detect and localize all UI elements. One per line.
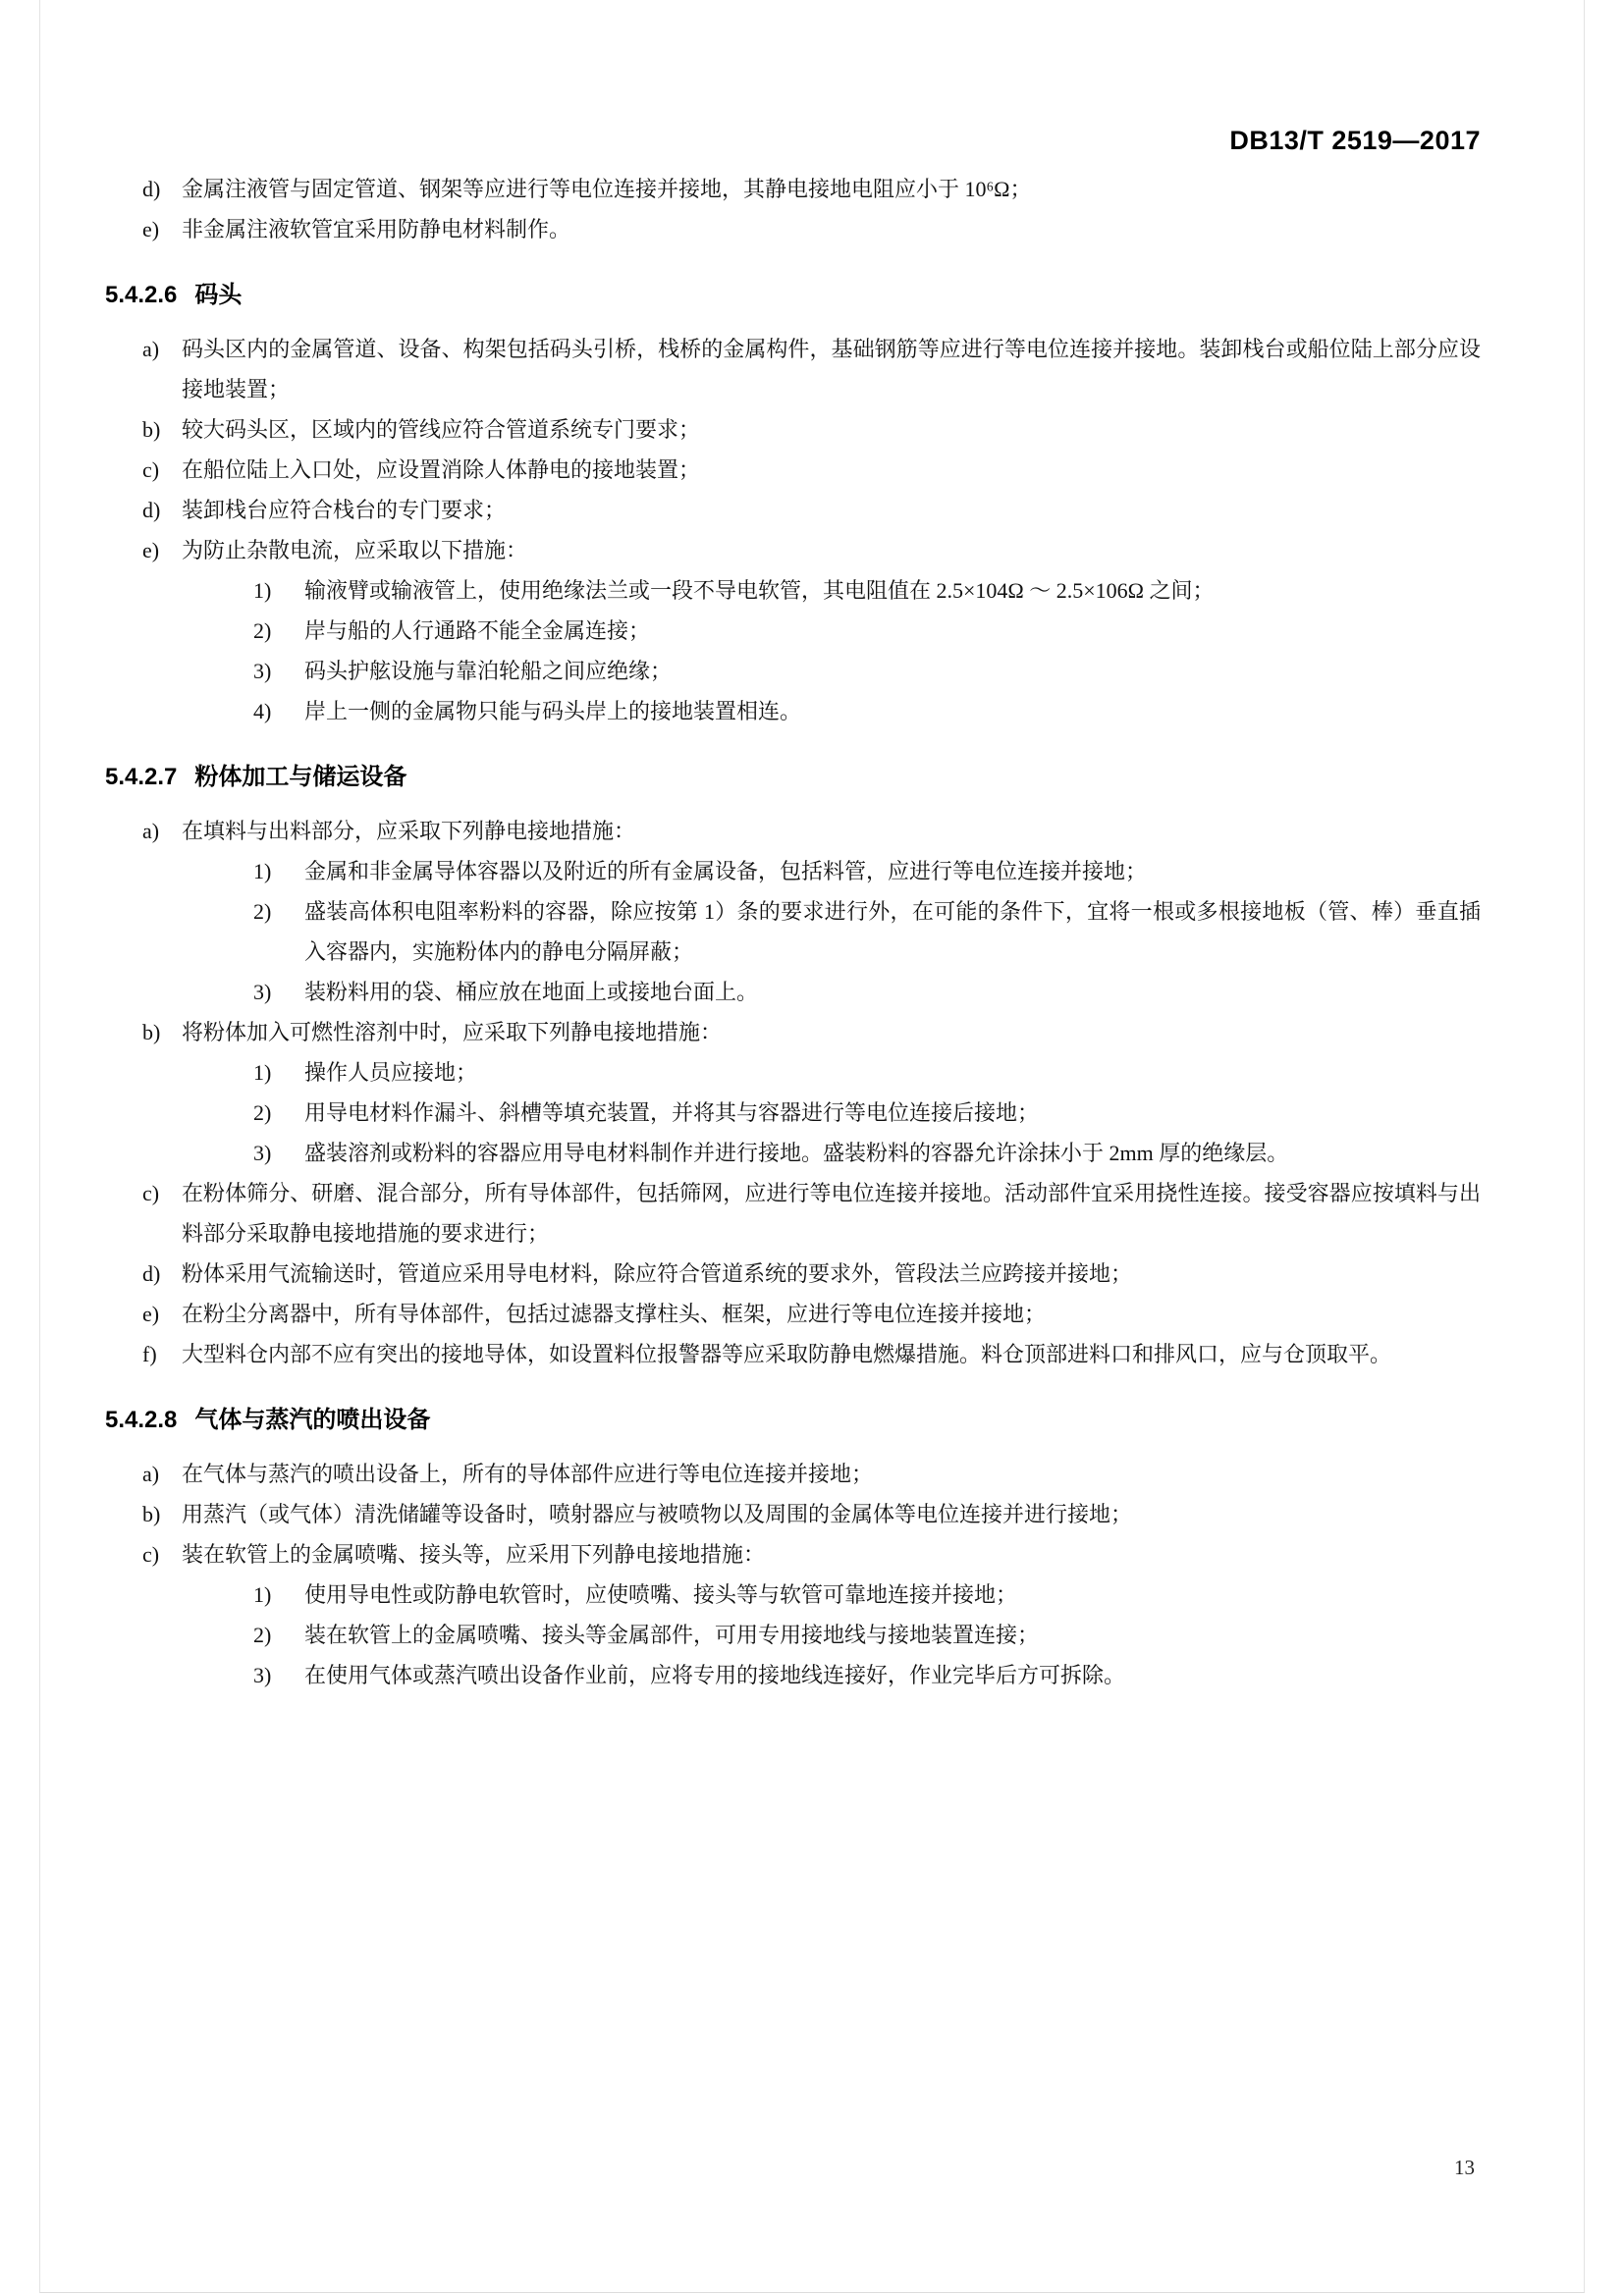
sub-list-item (105, 972, 1481, 1012)
list-item-label: a) (142, 1462, 160, 1486)
list-item (105, 811, 1481, 851)
list-item-label: b) (142, 1020, 161, 1044)
list-item (105, 1334, 1481, 1374)
document-body (105, 169, 1481, 1695)
list-item (105, 530, 1481, 570)
list-item (105, 490, 1481, 530)
sub-list-item-text: 装在软管上的金属喷嘴、接头等金属部件，可用专用接地线与接地装置连接； (304, 1623, 1040, 1647)
sub-list-item-label: 1) (253, 1060, 272, 1085)
sub-list-item-text: 装粉料用的袋、桶应放在地面上或接地台面上。 (304, 980, 759, 1004)
sub-list-item-text: 输液臂或输液管上，使用绝缘法兰或一段不导电软管，其电阻值在 2.5×104Ω ～ 2.5×106Ω 之间； (304, 578, 1215, 603)
list-item-label: a) (142, 337, 160, 361)
sub-list-item (105, 1093, 1481, 1133)
list-item-text: 装在软管上的金属喷嘴、接头等，应采用下列静电接地措施： (182, 1542, 766, 1567)
list-item-text: 粉体采用气流输送时，管道应采用导电材料，除应符合管道系统的要求外，管段法兰应跨接并接地； (182, 1261, 1133, 1286)
sub-list-item (105, 691, 1481, 731)
sub-list-item-text: 码头护舷设施与靠泊轮船之间应绝缘； (304, 659, 673, 683)
list-item (105, 1012, 1481, 1052)
sub-list-item-label: 4) (253, 699, 272, 723)
sub-list-item-label: 2) (253, 618, 272, 643)
sub-list-item-label: 3) (253, 1663, 272, 1687)
sub-list-item (105, 1133, 1481, 1173)
list-item (105, 329, 1481, 409)
sub-list-item-label: 2) (253, 1100, 272, 1125)
sub-list-item (105, 1575, 1481, 1615)
list-item (105, 450, 1481, 490)
sub-list-item (105, 651, 1481, 691)
list-item-label: c) (142, 1542, 160, 1567)
sub-list-item-label: 1) (253, 1582, 272, 1607)
list-item-label: d) (142, 1261, 161, 1286)
sub-list-item-label: 3) (253, 980, 272, 1004)
sub-list-item-text: 用导电材料作漏斗、斜槽等填充装置，并将其与容器进行等电位连接后接地； (304, 1100, 1040, 1125)
list-item-label: c) (142, 1181, 160, 1205)
list-item-text: 在粉体筛分、研磨、混合部分，所有导体部件，包括筛网，应进行等电位连接并接地。活动部件宜采用挠性连接。接受容器应按填料与出料部分采取静电接地措施的要求进行； (182, 1181, 1481, 1246)
list-item-text: 用蒸汽（或气体）清洗储罐等设备时，喷射器应与被喷物以及周围的金属体等电位连接并进行接地； (182, 1502, 1133, 1526)
list-item-label: a) (142, 819, 160, 843)
list-item (105, 1173, 1481, 1254)
sub-list-item-text: 使用导电性或防静电软管时，应使喷嘴、接头等与软管可靠地连接并接地； (304, 1582, 1018, 1607)
section-heading (105, 1400, 1481, 1440)
sub-list-item (105, 1615, 1481, 1655)
sub-list-item (105, 1655, 1481, 1695)
list-item-text: 为防止杂散电流，应采取以下措施： (182, 538, 528, 562)
list-item (105, 1534, 1481, 1575)
sub-list-item-text: 盛装溶剂或粉料的容器应用导电材料制作并进行接地。盛装粉料的容器允许涂抹小于 2mm 厚的绝缘层。 (304, 1141, 1289, 1165)
list-item (105, 169, 1481, 209)
list-item-text: 金属注液管与固定管道、钢架等应进行等电位连接并接地，其静电接地电阻应小于 10⁶Ω； (182, 177, 1032, 201)
list-item-text: 较大码头区，区域内的管线应符合管道系统专门要求； (182, 417, 701, 442)
list-item-text: 在填料与出料部分，应采取下列静电接地措施： (182, 819, 636, 843)
sub-list-item-text: 金属和非金属导体容器以及附近的所有金属设备，包括料管，应进行等电位连接并接地； (304, 859, 1148, 883)
list-item (105, 1494, 1481, 1534)
section-heading (105, 757, 1481, 797)
list-item-text: 码头区内的金属管道、设备、构架包括码头引桥，栈桥的金属构件，基础钢筋等应进行等电位连接并接地。装卸栈台或船位陆上部分应设接地装置； (182, 337, 1481, 401)
list-item (105, 1294, 1481, 1334)
list-item (105, 1454, 1481, 1494)
sub-list-item-label: 2) (253, 899, 272, 924)
sub-list-item-label: 2) (253, 1623, 272, 1647)
section-title: 粉体加工与储运设备 (194, 764, 407, 790)
list-item-text: 非金属注液软管宜采用防静电材料制作。 (182, 217, 571, 241)
document-code-header: DB13/T 2519—2017 (1229, 126, 1481, 155)
list-item-text: 将粉体加入可燃性溶剂中时，应采取下列静电接地措施： (182, 1020, 723, 1044)
section-number: 5.4.2.8 (105, 1407, 178, 1433)
sub-list-item-text: 盛装高体积电阻率粉料的容器，除应按第 1）条的要求进行外，在可能的条件下，宜将一根或多根接地板（管、棒）垂直插入容器内，实施粉体内的静电分隔屏蔽； (304, 899, 1481, 964)
sub-list-item-text: 操作人员应接地； (304, 1060, 478, 1085)
list-item-label: d) (142, 177, 161, 201)
sub-list-item (105, 611, 1481, 651)
list-item-text: 在船位陆上入口处，应设置消除人体静电的接地装置； (182, 457, 701, 482)
list-item-text: 装卸栈台应符合栈台的专门要求； (182, 498, 507, 522)
list-item (105, 409, 1481, 450)
sub-list-item (105, 570, 1481, 611)
list-item-label: d) (142, 498, 161, 522)
sub-list-item-text: 岸上一侧的金属物只能与码头岸上的接地装置相连。 (304, 699, 802, 723)
list-item-text: 在气体与蒸汽的喷出设备上，所有的导体部件应进行等电位连接并接地； (182, 1462, 874, 1486)
sub-list-item (105, 851, 1481, 891)
list-item-label: b) (142, 417, 161, 442)
section-number: 5.4.2.6 (105, 282, 178, 308)
list-item-text: 在粉尘分离器中，所有导体部件，包括过滤器支撑柱头、框架，应进行等电位连接并接地； (182, 1302, 1047, 1326)
sub-list-item (105, 891, 1481, 972)
list-item-label: f) (142, 1342, 157, 1366)
sub-list-item-text: 在使用气体或蒸汽喷出设备作业前，应将专用的接地线连接好，作业完毕后方可拆除。 (304, 1663, 1126, 1687)
sub-list-item-label: 1) (253, 578, 272, 603)
sub-list-item-label: 3) (253, 1141, 272, 1165)
sub-list-item (105, 1052, 1481, 1093)
section-heading (105, 275, 1481, 315)
page-number: 13 (1454, 2156, 1475, 2179)
list-item-text: 大型料仓内部不应有突出的接地导体，如设置料位报警器等应采取防静电燃爆措施。料仓顶部进料口和排风口，应与仓顶取平。 (182, 1342, 1392, 1366)
sub-list-item-text: 岸与船的人行通路不能全金属连接； (304, 618, 651, 643)
list-item-label: e) (142, 1302, 160, 1326)
sub-list-item-label: 1) (253, 859, 272, 883)
section-title: 码头 (194, 282, 243, 308)
list-item-label: c) (142, 457, 160, 482)
list-item-label: e) (142, 538, 160, 562)
list-item-label: e) (142, 217, 160, 241)
list-item (105, 209, 1481, 249)
section-number: 5.4.2.7 (105, 764, 178, 790)
section-title: 气体与蒸汽的喷出设备 (194, 1407, 431, 1433)
list-item (105, 1254, 1481, 1294)
sub-list-item-label: 3) (253, 659, 272, 683)
list-item-label: b) (142, 1502, 161, 1526)
